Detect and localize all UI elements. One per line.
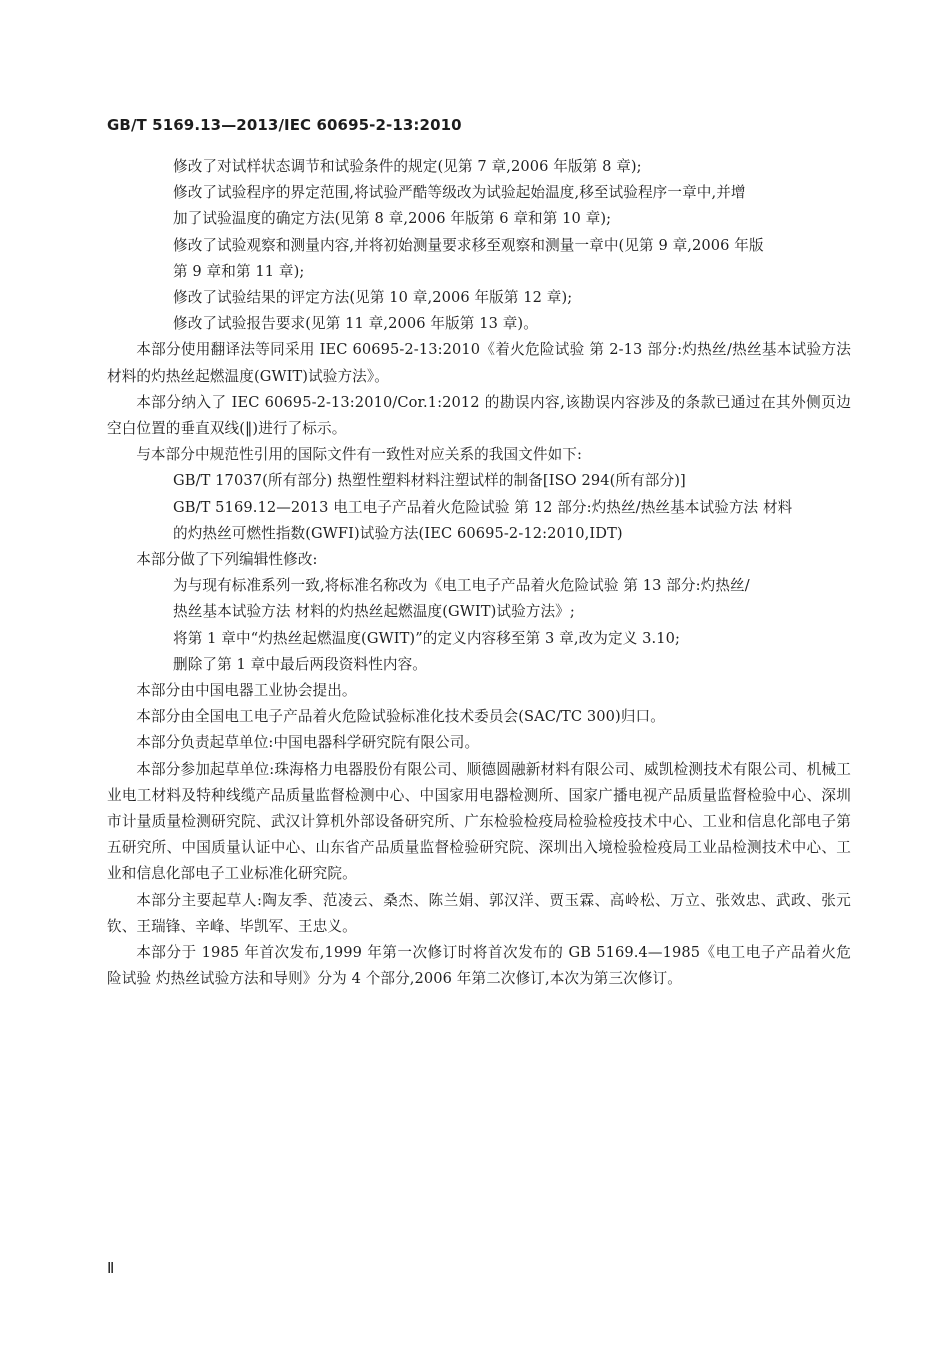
editorial-item-line: 将第 1 章中“灼热丝起燃温度(GWIT)”的定义内容移至第 3 章,改为定义 3.10; [173,629,681,647]
paragraph-translation-method: 本部分使用翻译法等同采用 IEC 60695-2-13:2010《着火危险试验 第 2-13 部分:灼热丝/热丝基本试验方法 材料的灼热丝起燃温度(GWIT)试验方法》。 [107,341,851,385]
paragraph-normative-references: 与本部分中规范性引用的国际文件有一致性对应关系的我国文件如下: [136,446,583,464]
editorial-item-line: 删除了第 1 章中最后两段资料性内容。 [173,655,427,673]
change-item-line: 第 9 章和第 11 章); [173,262,305,280]
change-item-line: 修改了试验报告要求(见第 11 章,2006 年版第 13 章)。 [173,315,538,333]
paragraph-editorial-changes: 本部分做了下列编辑性修改: [136,551,318,569]
reference-item-line: GB/T 17037(所有部分) 热塑性塑料材料注塑试样的制备[ISO 294(所有部分)] [173,472,686,490]
standard-number-header: GB/T 5169.13—2013/IEC 60695-2-13:2010 [107,116,462,134]
change-item-line: 修改了试验观察和测量内容,并将初始测量要求移至观察和测量一章中(见第 9 章,2006 年版 [173,236,764,254]
paragraph-proposed-by: 本部分由中国电器工业协会提出。 [136,682,357,700]
paragraph-history: 本部分于 1985 年首次发布,1999 年第一次修订时将首次发布的 GB 5169.4—1985《电工电子产品着火危险试验 灼热丝试验方法和导则》分为 4 个部分,2006 年第二次修订,本次为第三次修订。 [107,944,851,988]
paragraph-responsible-unit: 本部分负责起草单位:中国电器科学研究院有限公司。 [136,734,480,752]
paragraph-drafters: 本部分主要起草人:陶友季、范凌云、桑杰、陈兰娟、郭汉洋、贾玉霖、高岭松、万立、张效忠、武政、张元钦、王瑞锋、辛峰、毕凯军、王忠义。 [107,891,851,935]
page-number: Ⅱ [107,1259,116,1277]
paragraph-corrigendum: 本部分纳入了 IEC 60695-2-13:2010/Cor.1:2012 的勘误内容,该勘误内容涉及的条款已通过在其外侧页边空白位置的垂直双线(‖)进行了标示。 [107,393,851,438]
paragraph-jurisdiction: 本部分由全国电工电子产品着火危险试验标准化技术委员会(SAC/TC 300)归口。 [136,708,665,726]
change-item-line: 加了试验温度的确定方法(见第 8 章,2006 年版第 6 章和第 10 章); [173,210,612,228]
paragraph-participating-units: 本部分参加起草单位:珠海格力电器股份有限公司、顺德圆融新材料有限公司、威凯检测技术有限公司、机械工业电工材料及特种线缆产品质量监督检测中心、中国家用电器检测所、国家广播电视产品质量监督检验中心、深圳市计量质量检测研究院、武汉计算机外部设备研究所、广东检验检疫局检验检疫技术中心、工业和信息化部电子第五研究所、中国质量认证中心、山东省产品质量监督检验研究院、深圳出入境检验检疫局工业品检测技术中心、工业和信息化部电子工业标准化研究院。 [107,760,851,883]
reference-item-line: GB/T 5169.12—2013 电工电子产品着火危险试验 第 12 部分:灼热丝/热丝基本试验方法 材料 [173,498,793,516]
reference-item-line: 的灼热丝可燃性指数(GWFI)试验方法(IEC 60695-2-12:2010,IDT) [173,524,623,542]
change-item-line: 修改了试验结果的评定方法(见第 10 章,2006 年版第 12 章); [173,289,573,307]
editorial-item-line: 热丝基本试验方法 材料的灼热丝起燃温度(GWIT)试验方法》; [173,603,575,621]
change-item-line: 修改了对试样状态调节和试验条件的规定(见第 7 章,2006 年版第 8 章); [173,158,642,175]
editorial-item-line: 为与现有标准系列一致,将标准名称改为《电工电子产品着火危险试验 第 13 部分:灼热丝/ [173,577,750,595]
document-body [107,154,851,993]
change-item-line: 修改了试验程序的界定范围,将试验严酷等级改为试验起始温度,移至试验程序一章中,并增 [173,184,746,202]
